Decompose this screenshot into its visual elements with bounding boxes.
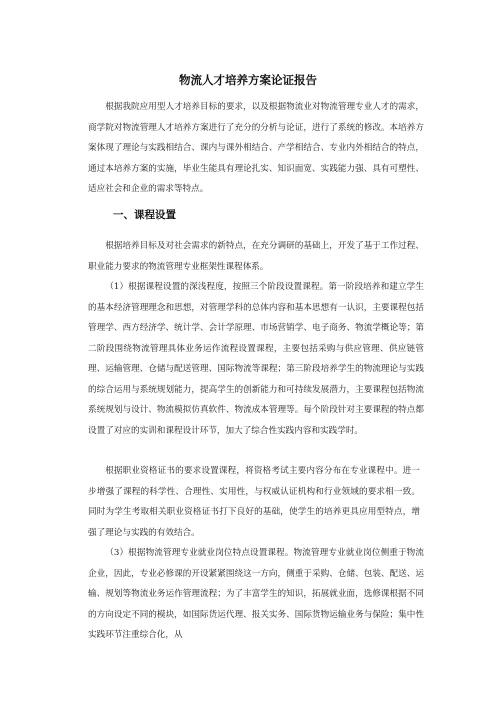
section-paragraph-basis: 根据培养目标及对社会需求的新特点，在充分调研的基础上，开发了基于工作过程、职业能力要求的物流管理专业框架性课程体系。 <box>88 241 424 272</box>
intro-paragraph: 根据我院应用型人才培养目标的要求，以及根据物流业对物流管理专业人才的需求，商学院对物流管理人才培养方案进行了充分的分析与论证，进行了系统的修改。本培养方案体现了理论与实践相结合、课内与课外相结合、产学相结合、专业内外相结合的特点，通过本培养方案的实施，毕业生能具有理论扎实、知识面宽、实践能力强、具有可塑性、适应社会和企业的需求等特点。 <box>88 102 424 194</box>
section-paragraph-item-1: （1）根据课程设置的深浅程度，按照三个阶段设置课程。第一阶段培养和建立学生的基本经济管理理念和思想，对管理学科的总体内容和基本思想有一认识，主要课程包括管理学、西方经济学、统计学、会计学原理、市场营销学、电子商务、物流学概论等；第二阶段围绕物流管理具体业务运作流程设置课程，主要包括采购与供应管理、供应链管理、运输管理、仓储与配送管理、国际物流等课程；第三阶段培养学生的物流理论与实践的综合运用与系统规划能力，提高学生的创新能力和可持续发展潜力，主要课程包括物流系统规划与设计、物流模拟仿真软件、物流成本管理等。每个阶段针对主要课程的特点都设置了对应的实训和课程设计环节，加大了综合性实践内容和实践学时。 <box>88 282 424 436</box>
page-title: 物流人才培养方案论证报告 <box>179 73 317 87</box>
section-paragraph-item-2: 根据职业资格证书的要求设置课程，将资格考试主要内容分布在专业课程中。进一步增强了课程的科学性、合理性、实用性，与权威认证机构和行业领域的要求相一致。同时为学生考取相关职业资格证书打下良好的基础，使学生的培养更具应用型特点，增强了理论与实践的有效结合。 <box>88 466 420 538</box>
section-paragraph-item-3: （3）根据物流管理专业就业岗位特点设置课程。物流管理专业就业岗位侧重于物流企业，因此，专业必修课的开设紧紧围绕这一方向，侧重于采购、仓储、包装、配送、运输、规划等物流业务运作管理流程；为了丰富学生的知识，拓展就业面，选修课根据不同的方向设定不同的模块，如国际货运代理、报关实务、国际货物运输业务与保险；集中性实践环节注重综合化，从 <box>88 548 424 640</box>
section-heading: 一、课程设置 <box>113 209 176 221</box>
